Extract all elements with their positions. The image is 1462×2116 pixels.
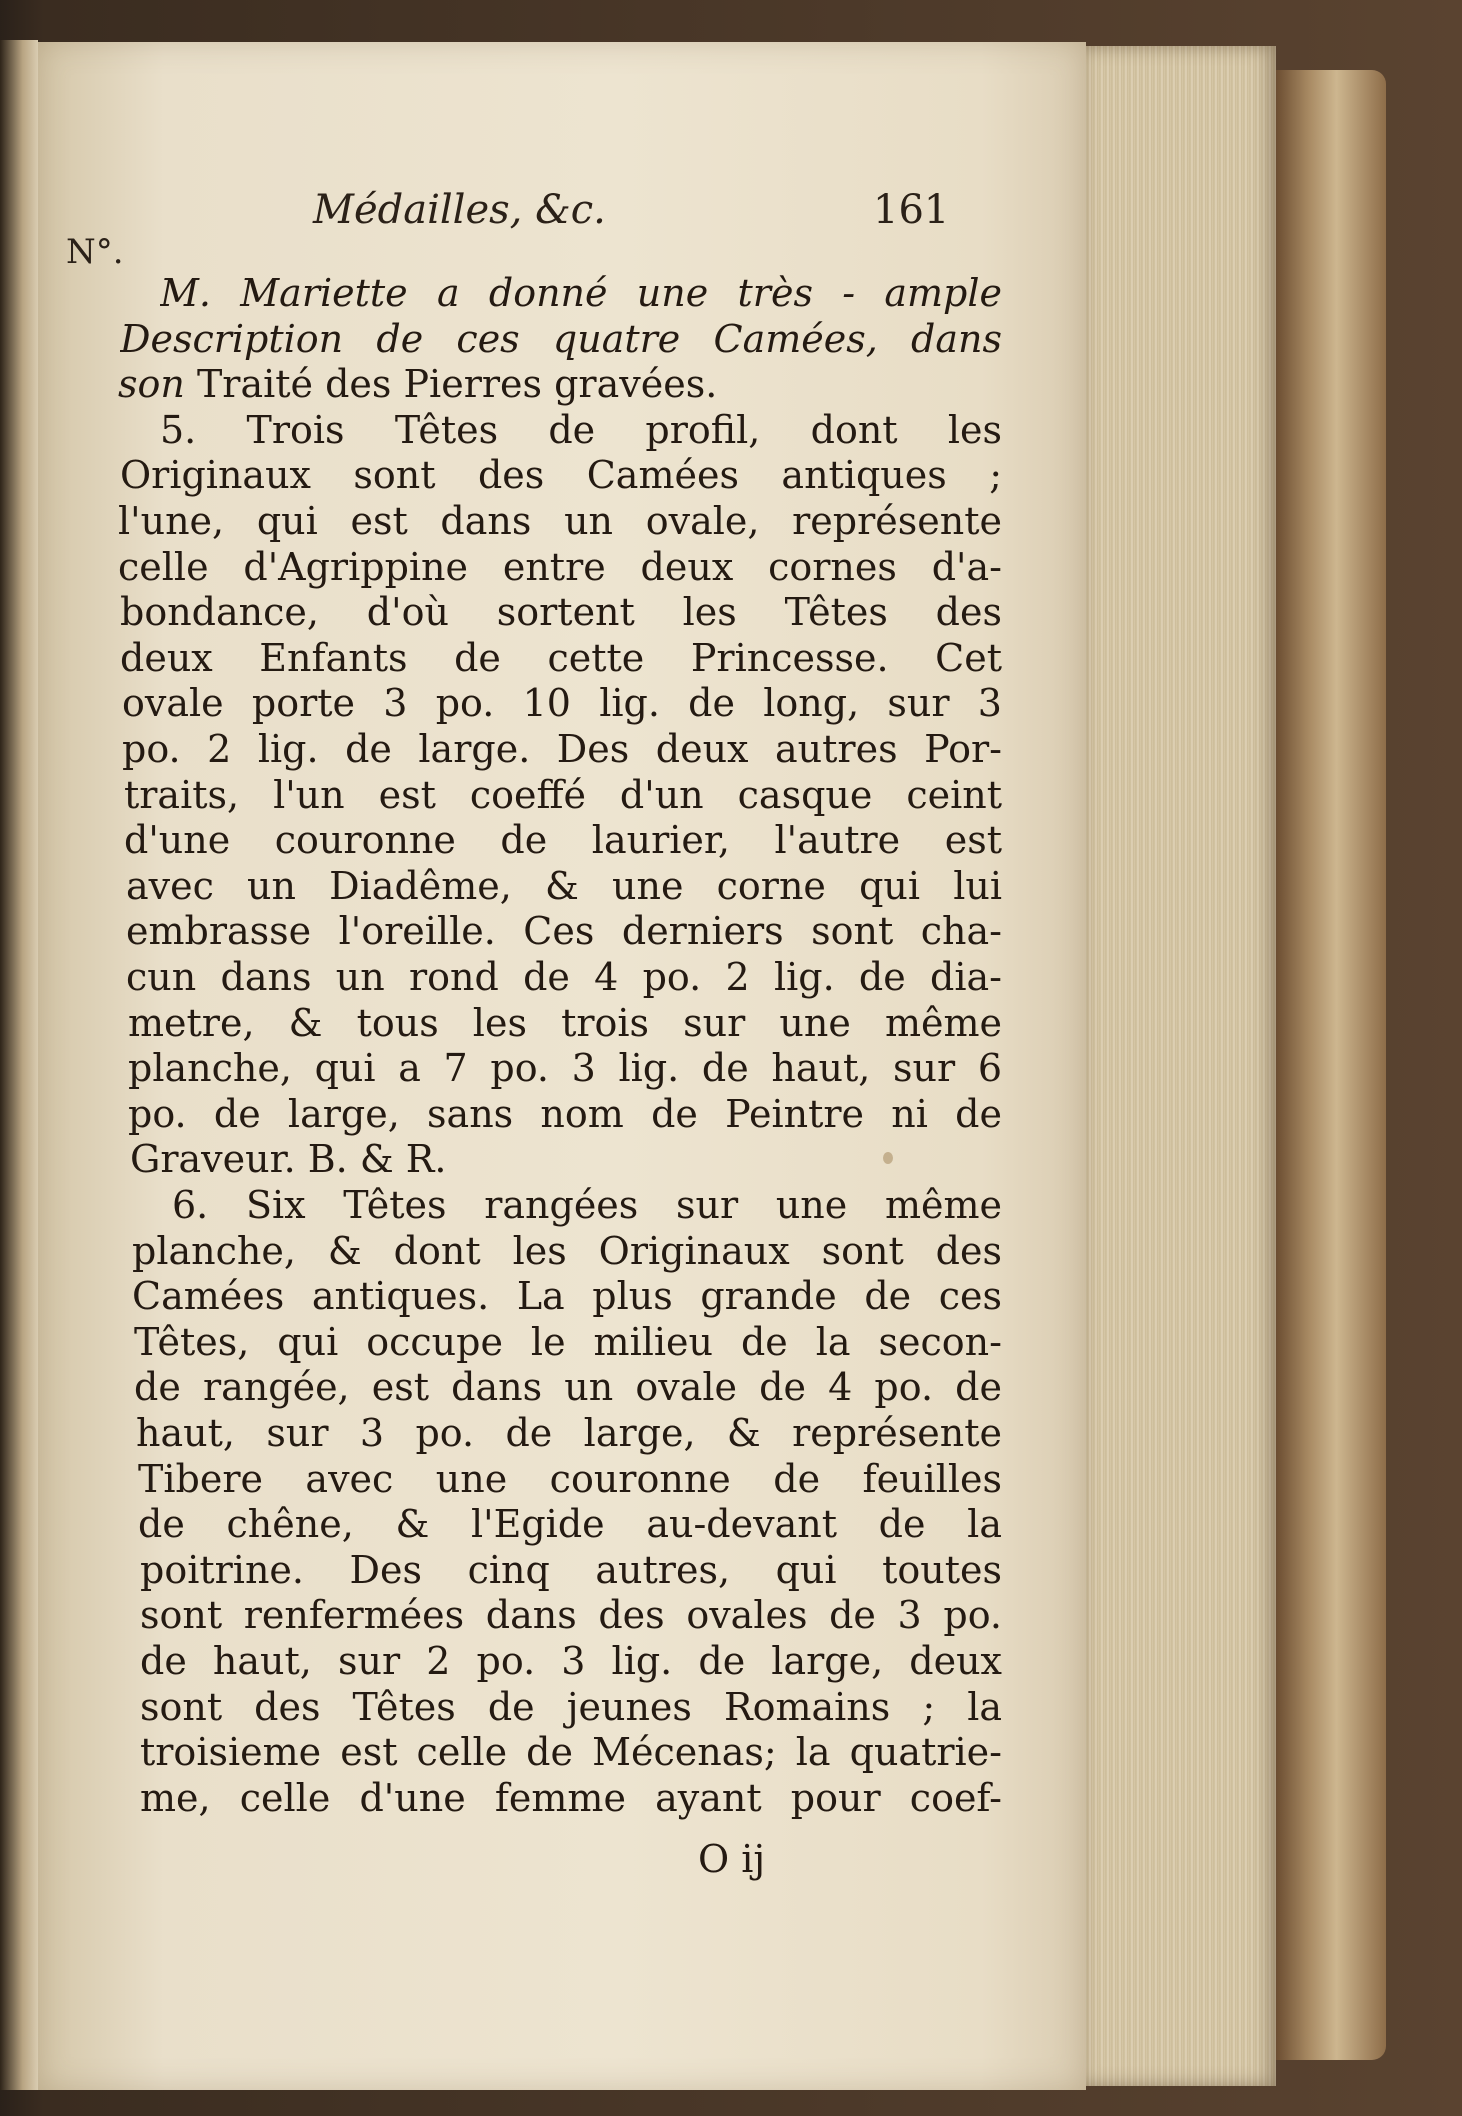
text-line: de haut, sur 2 po. 3 lig. de large, deux (140, 1639, 1002, 1683)
text-line: po. de large, sans nom de Peintre ni de (128, 1091, 1002, 1136)
text-line: sont des Têtes de jeunes Romains ; la (140, 1684, 1002, 1729)
facing-page-edge (0, 40, 38, 2090)
text-line: Têtes, qui occupe le milieu de la secon- (134, 1319, 1002, 1364)
text-line: poitrine. Des cinq autres, qui toutes (140, 1547, 1002, 1592)
text-line: M. Mariette a donné une très - ample (160, 271, 1002, 315)
text-line: 5. Trois Têtes de profil, dont les (160, 407, 1002, 452)
signature-mark: O ij (698, 1837, 766, 1881)
text-line: 6. Six Têtes rangées sur une même (172, 1183, 1002, 1227)
text-line: Camées antiques. La plus grande de ces (132, 1274, 1002, 1319)
text-line: troisieme est celle de Mécenas; la quatrie- (140, 1730, 1002, 1775)
page-number: 161 (873, 187, 950, 233)
text-line: planche, & dont les Originaux sont des (132, 1228, 1002, 1273)
text-line: de chêne, & l'Egide au-devant de la (138, 1502, 1002, 1547)
text-line: avec un Diadême, & une corne qui lui (126, 863, 1002, 908)
text-line: Tibere avec une couronne de feuilles (138, 1456, 1002, 1501)
text-line: son Traité des Pierres gravées. (118, 362, 718, 407)
text-line: embrasse l'oreille. Ces derniers sont cha- (126, 909, 1002, 954)
running-title: Médailles, &c. (313, 187, 606, 233)
text-line: Originaux sont des Camées antiques ; (120, 453, 1002, 498)
text-line: haut, sur 3 po. de large, & représente (136, 1411, 1002, 1455)
text-line: de rangée, est dans un ovale de 4 po. de (134, 1365, 1002, 1410)
text-line: planche, qui a 7 po. 3 lig. de haut, sur 6 (128, 1046, 1002, 1091)
text-line: deux Enfants de cette Princesse. Cet (120, 635, 1002, 680)
text-line: ovale porte 3 po. 10 lig. de long, sur 3 (122, 681, 1002, 726)
text-line: sont renfermées dans des ovales de 3 po. (140, 1593, 1002, 1638)
text-line: bondance, d'où sortent les Têtes des (120, 590, 1002, 635)
text-line: cun dans un rond de 4 po. 2 lig. de dia- (126, 955, 1002, 999)
text-line: traits, l'un est coeffé d'un casque ceint (124, 772, 1002, 817)
cover-edge (1276, 70, 1386, 2060)
page-header (38, 187, 1086, 247)
text-line: Graveur. B. & R. (130, 1137, 447, 1182)
text-line: Description de ces quatre Camées, dans (120, 316, 1002, 361)
text-line: po. 2 lig. de large. Des deux autres Por- (122, 727, 1002, 771)
margin-mark: N°. (66, 232, 124, 272)
page-block-edge (1086, 46, 1276, 2086)
text-line: celle d'Agrippine entre deux cornes d'a- (118, 544, 1002, 589)
text-line: metre, & tous les trois sur une même (128, 1000, 1002, 1045)
ink-spot (883, 1152, 893, 1164)
text-line: d'une couronne de laurier, l'autre est (124, 818, 1002, 863)
text-line: l'une, qui est dans un ovale, représente (118, 499, 1002, 543)
book-page (38, 42, 1086, 2090)
text-line: me, celle d'une femme ayant pour coef- (140, 1775, 1002, 1820)
